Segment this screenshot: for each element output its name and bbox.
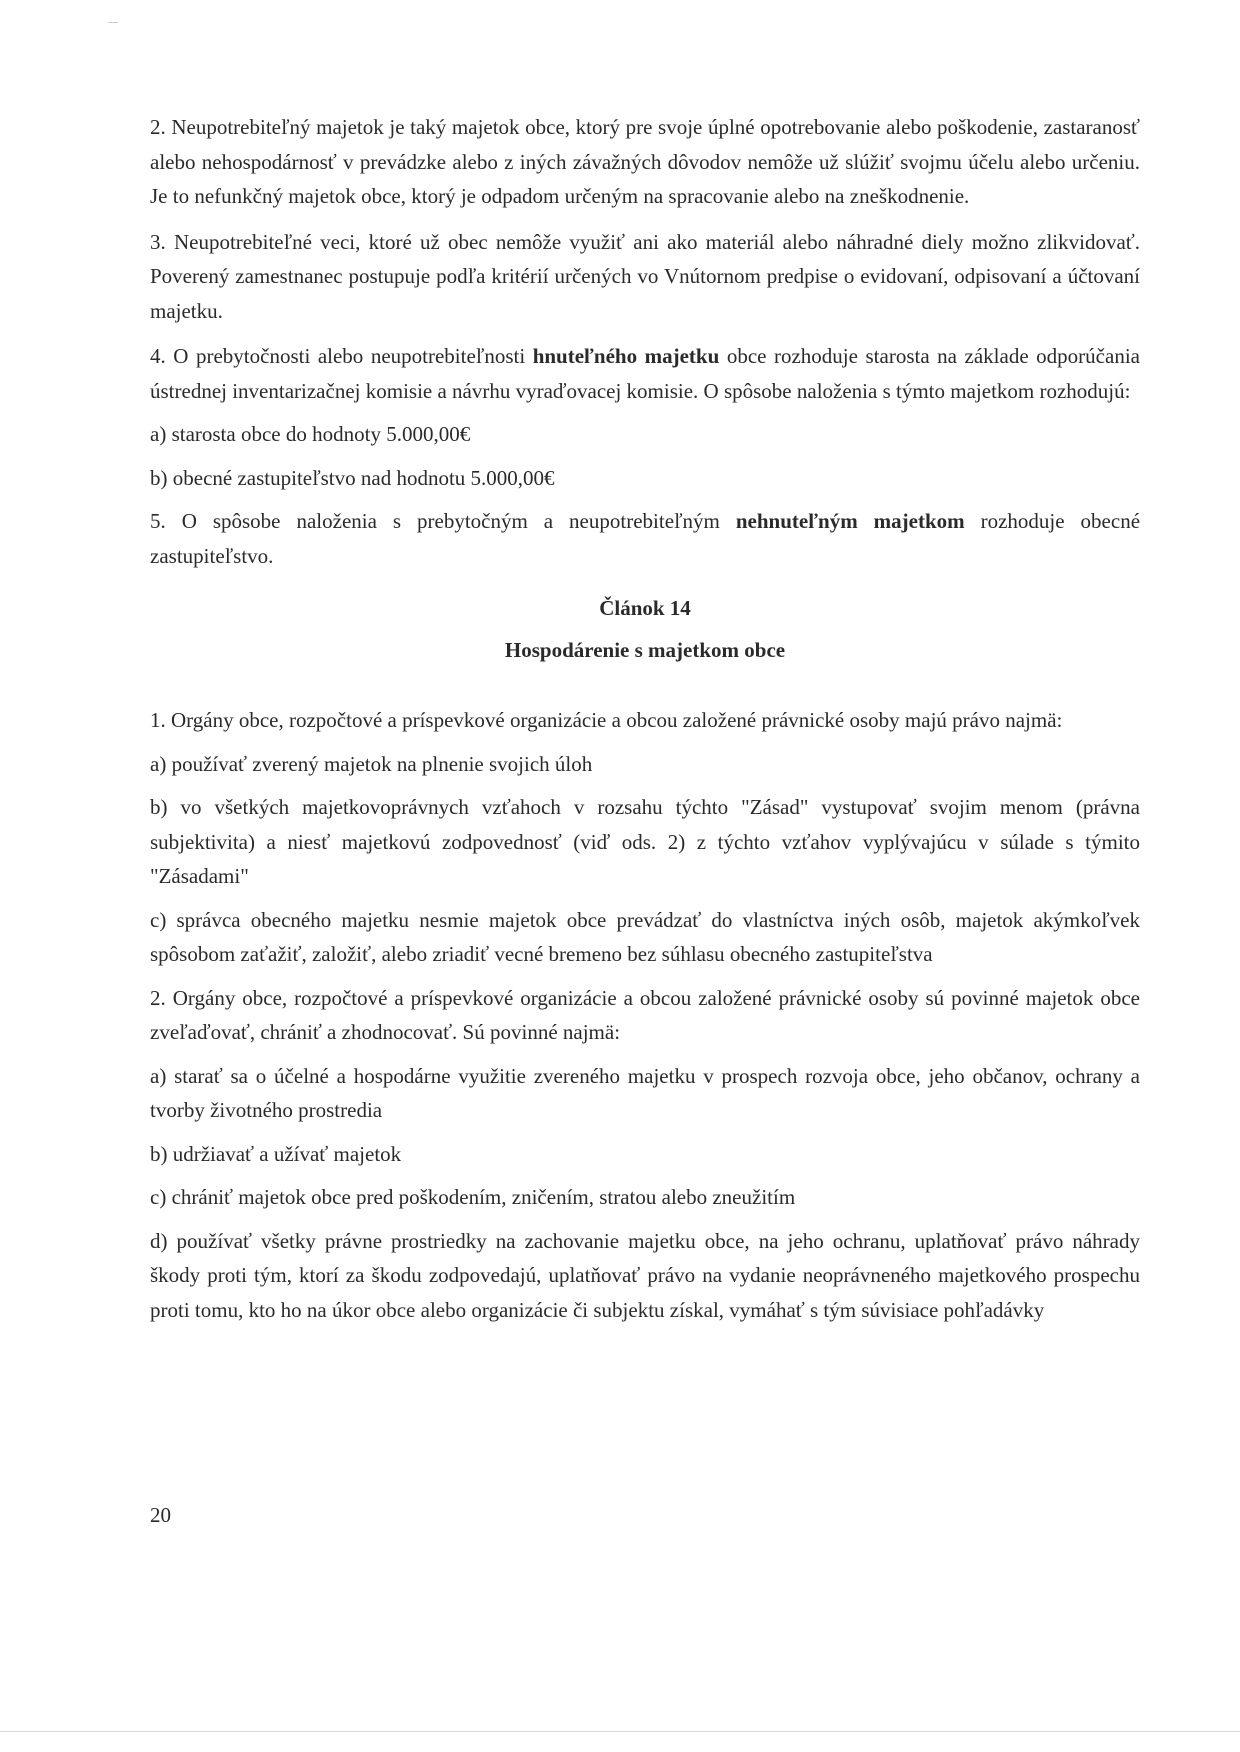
paragraph-5-bold: nehnuteľným majetkom	[735, 509, 965, 533]
section-1-item-b: b) vo všetkých majetkovoprávnych vzťahoch v rozsahu týchto "Zásad" vystupovať svojim menom (právna subjektivita) a niesť majetkovú zodpovednosť (viď ods. 2) z týchto vzťahov vyplývajúcu v súlade s týmito "Zásadami"	[150, 795, 1140, 888]
paragraph-4-bold: hnuteľného majetku	[532, 344, 720, 368]
paragraph-4-item-b: b) obecné zastupiteľstvo nad hodnotu 5.000,00€	[150, 465, 555, 490]
article-title: Hospodárenie s majetkom obce	[504, 638, 786, 662]
section-2-intro: 2. Orgány obce, rozpočtové a príspevkové organizácie a obcou založené právnické osoby sú povinné majetok obce zveľaďovať, chrániť a zhodnocovať. Sú povinné najmä:	[150, 985, 1140, 1044]
page-number: 20	[150, 1503, 171, 1527]
section-2-item-b: b) udržiavať a užívať majetok	[150, 1141, 402, 1166]
section-2-item-a: a) starať sa o účelné a hospodárne využitie zvereného majetku v prospech rozvoja obce, jeho občanov, ochrany a tvorby životného prostredia	[150, 1063, 1140, 1122]
paragraph-5-text-end: rozhoduje obecné zastupiteľstvo.	[150, 509, 1141, 568]
paragraph-4-item-a: a) starosta obce do hodnoty 5.000,00€	[150, 422, 471, 446]
paragraph-4	[150, 339, 1140, 408]
paragraph-5	[150, 504, 1140, 573]
section-1-intro: 1. Orgány obce, rozpočtové a príspevkové organizácie a obcou založené právnické osoby majú právo najmä:	[150, 708, 1063, 732]
paragraph-5-text-start: 5. O spôsobe naloženia s prebytočným a neupotrebiteľným	[150, 509, 736, 533]
section-2-item-c: c) chrániť majetok obce pred poškodením, zničením, stratou alebo zneužitím	[150, 1185, 796, 1209]
paragraph-4-text-end: obce rozhoduje starosta na základe odporúčania ústrednej inventarizačnej komisie a návrhu vyraďovacej komisie. O spôsobe naloženia s týmto majetkom rozhodujú:	[150, 344, 1140, 403]
section-1-item-a: a) používať zverený majetok na plnenie svojich úloh	[150, 751, 593, 776]
section-2-item-d: d) používať všetky právne prostriedky na zachovanie majetku obce, na jeho ochranu, uplatňovať právo náhrady škody proti tým, ktorí za škodu zodpovedajú, uplatňovať právo na vydanie neoprávneného majetkového prospechu proti tomu, kto ho na úkor obce alebo organizácie či subjektu získal, vymáhať s tým súvisiace pohľadávky	[150, 1228, 1140, 1322]
section-1-item-c: c) správca obecného majetku nesmie majetok obce prevádzať do vlastníctva iných osôb, majetok akýmkoľvek spôsobom zaťažiť, založiť, alebo zriadiť vecné bremeno bez súhlasu obecného zastupiteľstva	[150, 907, 1140, 966]
paragraph-4-text-start: 4. O prebytočnosti alebo neupotrebiteľnosti	[150, 344, 533, 368]
paragraph-3: 3. Neupotrebiteľné veci, ktoré už obec nemôže využiť ani ako materiál alebo náhradné diely možno zlikvidovať. Poverený zamestnanec postupuje podľa kritérií určených vo Vnútornom predpise o evidovaní, odpisovaní a účtovaní majetku.	[150, 229, 1140, 323]
scan-mark	[108, 22, 118, 23]
document-body	[150, 110, 1140, 1336]
page-bottom-line	[0, 1731, 1240, 1732]
paragraph-2: 2. Neupotrebiteľný majetok je taký majetok obce, ktorý pre svoje úplné opotrebovanie alebo poškodenie, zastaranosť alebo nehospodárnosť v prevádzke alebo z iných závažných dôvodov nemôže už slúžiť svojmu účelu alebo určeniu. Je to nefunkčný majetok obce, ktorý je odpadom určeným na spracovanie alebo na zneškodnenie.	[150, 115, 1140, 208]
article-number: Článok 14	[599, 596, 691, 620]
